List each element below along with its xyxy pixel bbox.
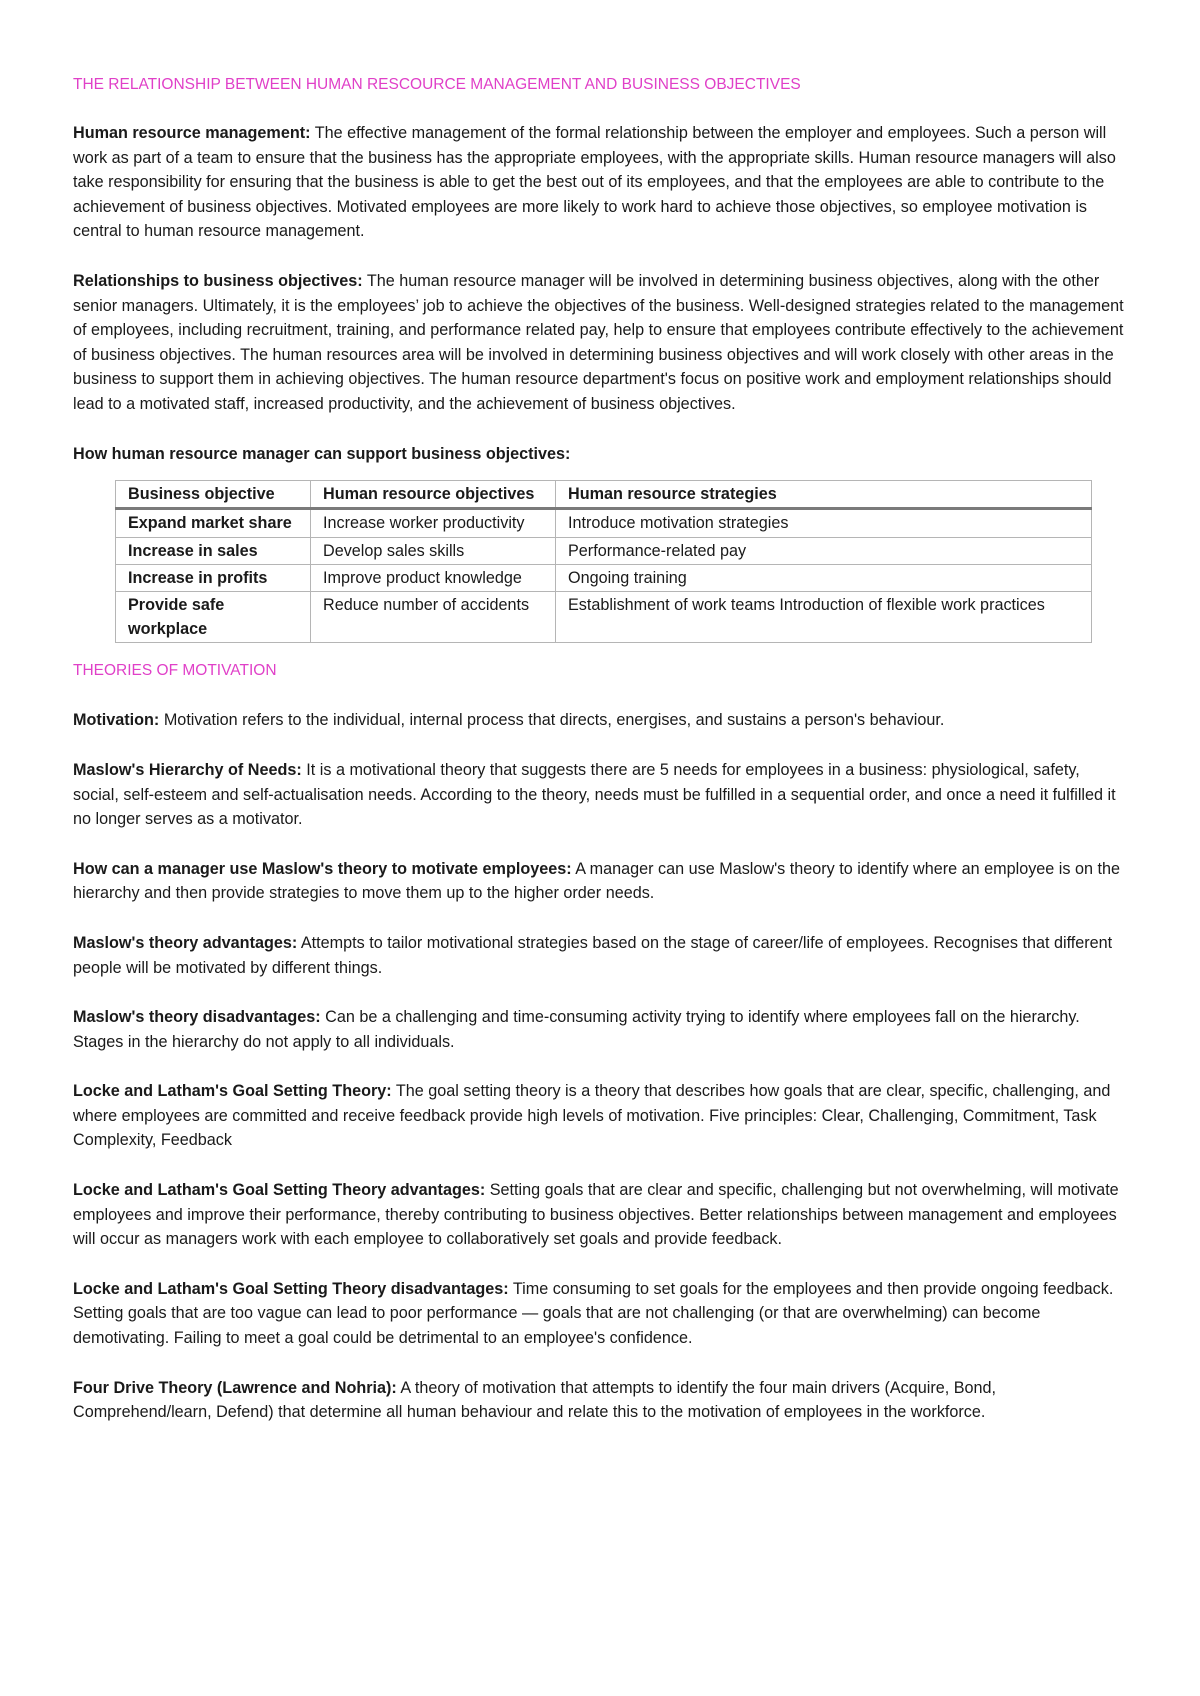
table-cell: Improve product knowledge [311,564,556,591]
table-row [116,591,1092,642]
table-header-cell: Human resource strategies [556,481,1092,509]
objectives-table [115,480,1092,643]
table-cell: Expand market share [116,509,311,537]
maslow-advantages-label: Maslow's theory advantages: [73,933,298,952]
table-cell: Reduce number of accidents [311,591,556,642]
theories-heading: THEORIES OF MOTIVATION [73,662,277,680]
maslow-paragraph [73,758,1125,832]
maslow-disadvantages-label: Maslow's theory disadvantages: [73,1008,321,1027]
table-header-cell: Business objective [116,481,311,509]
locke-disadvantages-text: Time consuming to set goals for the employees and then provide ongoing feedback. Setting goals that are too vague can lead to poor performance — goals that are not challenging (or that are overwhelming) can become demotivating. Failing to meet a goal could be detrimental to an employee's confidence. [73,1279,1114,1348]
maslow-text: It is a motivational theory that suggests there are 5 needs for employees in a business: physiological, safety, social, self-esteem and self-actualisation needs. According to the theory, needs must be fulfilled in a sequential order, and once a need it fulfilled it no longer serves as a motivator. [73,760,1116,829]
table-cell: Increase in profits [116,564,311,591]
four-drive-paragraph [73,1376,1125,1425]
motivation-paragraph [73,708,1125,733]
table-cell: Establishment of work teams Introduction of flexible work practices [556,591,1092,642]
maslow-advantages-paragraph [73,931,1125,980]
maslow-disadvantages-text: Can be a challenging and time-consuming activity trying to identify where employees fall on the hierarchy. Stages in the hierarchy do not apply to all individuals. [73,1008,1080,1051]
locke-text: The goal setting theory is a theory that describes how goals that are clear, specific, challenging, and where employees are committed and receive feedback provide high levels of motivation. Five principles: Clear, Challenging, Commitment, Task Complexity, Feedback [73,1082,1111,1150]
maslow-use-text: A manager can use Maslow's theory to identify where an employee is on the hierarchy and then provide strategies to move them up to the higher order needs. [73,859,1120,903]
hrm-paragraph [73,121,1125,244]
table-header-cell: Human resource objectives [311,481,556,509]
table-cell: Performance-related pay [556,537,1092,564]
document-title: THE RELATIONSHIP BETWEEN HUMAN RESCOURCE MANAGEMENT AND BUSINESS OBJECTIVES [73,76,801,93]
table-cell: Introduce motivation strategies [556,509,1092,537]
locke-label: Locke and Latham's Goal Setting Theory: [73,1082,392,1101]
maslow-advantages-text: Attempts to tailor motivational strategies based on the stage of career/life of employees. Recognises that different people will be motivated by different things. [73,933,1113,977]
table-row [116,537,1092,564]
hrm-text: The effective management of the formal relationship between the employer and employees. Such a person will work as part of a team to ensure that the business has the appropriate employees, with the appropriate skills. Human resource managers will also take responsibility for ensuring that the business is able to get the best out of its employees, and that the employees are able to contribute to the achievement of business objectives. Motivated employees are more likely to work hard to achieve those objectives, so employee motivation is central to human resource management. [73,124,1116,241]
maslow-use-paragraph [73,857,1125,906]
table-row [116,509,1092,537]
table-cell: Increase in sales [116,537,311,564]
maslow-disadvantages-paragraph [73,1005,1125,1054]
locke-advantages-paragraph [73,1178,1125,1252]
four-drive-text: A theory of motivation that attempts to identify the four main drivers (Acquire, Bond, Comprehend/learn, Defend) that determine all human behaviour and relate this to the motivation of employees in the workforce. [73,1378,997,1422]
support-heading: How human resource manager can support business objectives: [73,444,571,463]
table-header-row [116,481,1092,509]
motivation-label: Motivation: [73,711,160,730]
hrm-label: Human resource management: [73,124,311,142]
table-cell: Ongoing training [556,564,1092,591]
relationships-paragraph [73,269,1125,417]
relationships-label: Relationships to business objectives: [73,271,363,290]
maslow-label: Maslow's Hierarchy of Needs: [73,760,302,779]
locke-disadvantages-label: Locke and Latham's Goal Setting Theory disadvantages: [73,1279,509,1298]
table-row [116,564,1092,591]
maslow-use-label: How can a manager use Maslow's theory to motivate employees: [73,859,572,878]
table-cell: Provide safe workplace [116,591,311,642]
locke-advantages-text: Setting goals that are clear and specific, challenging but not overwhelming, will motivate employees and improve their performance, thereby contributing to business objectives. Better relationships between management and employees will occur as managers work with each employee to collaboratively set goals and provide feedback. [73,1181,1119,1249]
four-drive-label: Four Drive Theory (Lawrence and Nohria): [73,1378,397,1397]
table-cell: Increase worker productivity [311,509,556,537]
motivation-text: Motivation refers to the individual, internal process that directs, energises, and sustains a person's behaviour. [159,711,945,730]
locke-paragraph [73,1079,1125,1153]
locke-disadvantages-paragraph [73,1277,1125,1351]
locke-advantages-label: Locke and Latham's Goal Setting Theory advantages: [73,1181,486,1200]
relationships-text: The human resource manager will be involved in determining business objectives, along with the other senior managers. Ultimately, it is the employees’ job to achieve the objectives of the business. Well-designed strategies related to the management of employees, including recruitment, training, and performance related pay, help to ensure that employees contribute effectively to the achievement of business objectives. The human resources area will be involved in determining business objectives and will work closely with other areas in the business to support them in achieving objectives. The human resource department's focus on positive work and employment relationships should lead to a motivated staff, increased productivity, and the achievement of business objectives. [73,271,1124,413]
objectives-table-wrap [115,480,1092,643]
table-cell: Develop sales skills [311,537,556,564]
